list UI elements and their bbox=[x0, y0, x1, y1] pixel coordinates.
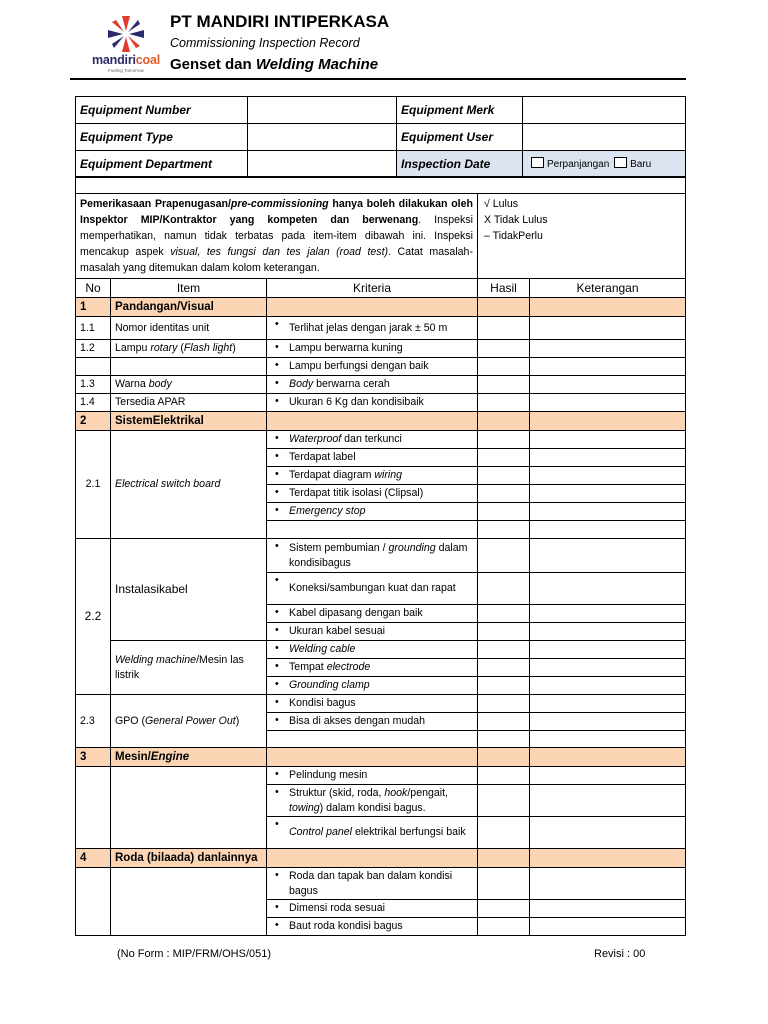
column-header-row bbox=[76, 279, 686, 298]
criteria: • Dimensi roda sesuai bbox=[267, 900, 478, 918]
criteria: • Waterproof dan terkunci bbox=[267, 431, 478, 449]
criteria: • Lampu berfungsi dengan baik bbox=[267, 358, 478, 376]
hasil-cell[interactable] bbox=[478, 918, 530, 936]
legend-na: – TidakPerlu bbox=[484, 230, 543, 242]
baru-label: Baru bbox=[630, 158, 652, 170]
criteria: • Control panel elektrikal berfungsi baik bbox=[267, 817, 478, 849]
keterangan-cell[interactable] bbox=[530, 641, 686, 659]
inspection-type-options bbox=[523, 151, 686, 178]
keterangan-cell[interactable] bbox=[530, 677, 686, 695]
item-no: 1.1 bbox=[76, 317, 111, 340]
keterangan-cell[interactable] bbox=[530, 467, 686, 485]
keterangan-cell[interactable] bbox=[530, 900, 686, 918]
keterangan-cell[interactable] bbox=[530, 317, 686, 340]
item-no: 1.4 bbox=[76, 394, 111, 412]
keterangan-cell[interactable] bbox=[530, 918, 686, 936]
equipment-info-table bbox=[75, 96, 686, 178]
keterangan-cell[interactable] bbox=[530, 573, 686, 605]
hasil-cell[interactable] bbox=[478, 376, 530, 394]
item-no: 2.1 bbox=[76, 431, 111, 539]
item-no: 1.3 bbox=[76, 376, 111, 394]
revision-number: Revisi : 00 bbox=[594, 948, 646, 960]
section-no: 1 bbox=[76, 298, 111, 317]
header-rule bbox=[70, 78, 686, 80]
hasil-cell[interactable] bbox=[478, 713, 530, 731]
criteria: • Bisa di akses dengan mudah bbox=[267, 713, 478, 731]
criteria: • Body berwarna cerah bbox=[267, 376, 478, 394]
item-name: Lampu rotary (Flash light) bbox=[111, 340, 267, 358]
keterangan-cell[interactable] bbox=[530, 623, 686, 641]
hasil-cell[interactable] bbox=[478, 900, 530, 918]
keterangan-cell[interactable] bbox=[530, 485, 686, 503]
criteria: • Baut roda kondisi bagus bbox=[267, 918, 478, 936]
item-name: Tersedia APAR bbox=[111, 394, 267, 412]
table-row bbox=[76, 641, 686, 659]
hasil-cell[interactable] bbox=[478, 659, 530, 677]
criteria: • Sistem pembumian / grounding dalam kondisibagus bbox=[267, 539, 478, 573]
equipment-type-label: Equipment Type bbox=[76, 124, 248, 151]
col-no: No bbox=[76, 279, 111, 298]
item-name: Nomor identitas unit bbox=[111, 317, 267, 340]
hasil-cell[interactable] bbox=[478, 317, 530, 340]
keterangan-cell[interactable] bbox=[530, 521, 686, 539]
criteria: • Terdapat label bbox=[267, 449, 478, 467]
criteria: • Struktur (skid, roda, hook/pengait, towing) dalam kondisi bagus. bbox=[267, 785, 478, 817]
section-title: Mesin/Engine bbox=[111, 748, 267, 767]
keterangan-cell[interactable] bbox=[530, 695, 686, 713]
document-subtitle: Commissioning Inspection Record bbox=[170, 36, 360, 50]
section-row bbox=[76, 298, 686, 317]
hasil-cell[interactable] bbox=[478, 521, 530, 539]
equipment-type-field[interactable] bbox=[248, 124, 397, 151]
hasil-cell[interactable] bbox=[478, 695, 530, 713]
table-row bbox=[76, 539, 686, 573]
criteria: • Terdapat diagram wiring bbox=[267, 467, 478, 485]
legend-fail: X Tidak Lulus bbox=[484, 214, 548, 226]
inspection-checklist-table bbox=[75, 176, 686, 936]
hasil-cell[interactable] bbox=[478, 358, 530, 376]
item-name: GPO (General Power Out) bbox=[111, 695, 267, 748]
hasil-cell[interactable] bbox=[478, 767, 530, 785]
spacer-row bbox=[76, 177, 686, 194]
criteria: • Kabel dipasang dengan baik bbox=[267, 605, 478, 623]
perpanjangan-label: Perpanjangan bbox=[547, 158, 610, 170]
table-row bbox=[76, 767, 686, 785]
keterangan-cell[interactable] bbox=[530, 713, 686, 731]
section-row bbox=[76, 849, 686, 868]
hasil-cell[interactable] bbox=[478, 623, 530, 641]
hasil-cell[interactable] bbox=[478, 449, 530, 467]
item-no: 1.2 bbox=[76, 340, 111, 358]
hasil-cell[interactable] bbox=[478, 431, 530, 449]
col-item: Item bbox=[111, 279, 267, 298]
item-no: 2.2 bbox=[76, 539, 111, 695]
hasil-cell[interactable] bbox=[478, 485, 530, 503]
hasil-cell[interactable] bbox=[478, 868, 530, 900]
criteria: • Lampu berwarna kuning bbox=[267, 340, 478, 358]
keterangan-cell[interactable] bbox=[530, 376, 686, 394]
table-row bbox=[76, 695, 686, 713]
hasil-cell[interactable] bbox=[478, 539, 530, 573]
legend-pass: √ Lulus bbox=[484, 198, 519, 210]
item-name: Electrical switch board bbox=[111, 431, 267, 539]
col-keterangan: Keterangan bbox=[530, 279, 686, 298]
document-title: Genset dan Welding Machine bbox=[170, 56, 379, 73]
keterangan-cell[interactable] bbox=[530, 817, 686, 849]
item-name: Instalasikabel bbox=[111, 539, 267, 641]
keterangan-cell[interactable] bbox=[530, 394, 686, 412]
item-no: 2.3 bbox=[76, 695, 111, 748]
col-kriteria: Kriteria bbox=[267, 279, 478, 298]
section-no: 4 bbox=[76, 849, 111, 868]
criteria: • Welding cable bbox=[267, 641, 478, 659]
intro-text: Pemerikasaan Prapenugasan/pre-commissioning hanya boleh dilakukan oleh Inspektor MIP/Kontraktor yang kompeten dan berwenang. Inspeksi memperhatikan, namun tidak terbatas pada item-item dibawah ini. Inspeksi mencakup aspek visual, tes fungsi dan tes jalan (road test). Catat masalah-masalah yang ditemukan dalam kolom keterangan. bbox=[76, 194, 478, 279]
equipment-department-label: Equipment Department bbox=[76, 151, 248, 178]
form-number: (No Form : MIP/FRM/OHS/051) bbox=[117, 948, 272, 960]
keterangan-cell[interactable] bbox=[530, 539, 686, 573]
result-legend bbox=[478, 194, 686, 279]
hasil-cell[interactable] bbox=[478, 817, 530, 849]
criteria: • Ukuran kabel sesuai bbox=[267, 623, 478, 641]
section-title: SistemElektrikal bbox=[111, 412, 267, 431]
equipment-merk-field[interactable] bbox=[523, 97, 686, 124]
keterangan-cell[interactable] bbox=[530, 731, 686, 748]
hasil-cell[interactable] bbox=[478, 467, 530, 485]
company-logo bbox=[84, 12, 168, 78]
equipment-department-field[interactable] bbox=[248, 151, 397, 178]
hasil-cell[interactable] bbox=[478, 605, 530, 623]
hasil-cell[interactable] bbox=[478, 394, 530, 412]
item-name: Welding machine/Mesin las listrik bbox=[111, 641, 267, 695]
criteria: • Pelindung mesin bbox=[267, 767, 478, 785]
keterangan-cell[interactable] bbox=[530, 868, 686, 900]
col-hasil: Hasil bbox=[478, 279, 530, 298]
section-no: 2 bbox=[76, 412, 111, 431]
keterangan-cell[interactable] bbox=[530, 503, 686, 521]
equipment-user-label: Equipment User bbox=[397, 124, 523, 151]
table-row bbox=[76, 394, 686, 412]
keterangan-cell[interactable] bbox=[530, 767, 686, 785]
keterangan-cell[interactable] bbox=[530, 431, 686, 449]
document-header bbox=[0, 0, 768, 80]
company-name: PT MANDIRI INTIPERKASA bbox=[170, 12, 390, 31]
keterangan-cell[interactable] bbox=[530, 785, 686, 817]
hasil-cell[interactable] bbox=[478, 677, 530, 695]
hasil-cell[interactable] bbox=[478, 731, 530, 748]
baru-checkbox[interactable] bbox=[614, 157, 627, 168]
logo-tagline: Fueling Tomorrow bbox=[108, 68, 144, 73]
section-title: Roda (bilaada) danlainnya bbox=[111, 849, 267, 868]
hasil-cell[interactable] bbox=[478, 573, 530, 605]
item-name: Warna body bbox=[111, 376, 267, 394]
criteria: • Ukuran 6 Kg dan kondisibaik bbox=[267, 394, 478, 412]
table-row bbox=[76, 340, 686, 358]
table-row bbox=[76, 868, 686, 900]
section-row bbox=[76, 748, 686, 767]
hasil-cell[interactable] bbox=[478, 503, 530, 521]
hasil-cell[interactable] bbox=[478, 641, 530, 659]
keterangan-cell[interactable] bbox=[530, 358, 686, 376]
criteria: • Terlihat jelas dengan jarak ± 50 m bbox=[267, 317, 478, 340]
hasil-cell[interactable] bbox=[478, 340, 530, 358]
table-row bbox=[76, 376, 686, 394]
section-row bbox=[76, 412, 686, 431]
equipment-user-field[interactable] bbox=[523, 124, 686, 151]
criteria: • Grounding clamp bbox=[267, 677, 478, 695]
hasil-cell[interactable] bbox=[478, 785, 530, 817]
keterangan-cell[interactable] bbox=[530, 449, 686, 467]
inspection-date-label: Inspection Date bbox=[397, 151, 523, 178]
table-row bbox=[76, 358, 686, 376]
table-row bbox=[76, 317, 686, 340]
keterangan-cell[interactable] bbox=[530, 605, 686, 623]
keterangan-cell[interactable] bbox=[530, 659, 686, 677]
equipment-merk-label: Equipment Merk bbox=[397, 97, 523, 124]
criteria: • Kondisi bagus bbox=[267, 695, 478, 713]
criteria: • Koneksi/sambungan kuat dan rapat bbox=[267, 573, 478, 605]
criteria: • Terdapat titik isolasi (Clipsal) bbox=[267, 485, 478, 503]
criteria: • Roda dan tapak ban dalam kondisi bagus bbox=[267, 868, 478, 900]
equipment-number-field[interactable] bbox=[248, 97, 397, 124]
section-title: Pandangan/Visual bbox=[111, 298, 267, 317]
keterangan-cell[interactable] bbox=[530, 340, 686, 358]
criteria: • Tempat electrode bbox=[267, 659, 478, 677]
criteria: • Emergency stop bbox=[267, 503, 478, 521]
table-row bbox=[76, 431, 686, 449]
section-no: 3 bbox=[76, 748, 111, 767]
logo-wordmark: mandiricoal bbox=[92, 53, 160, 67]
logo-mark-icon bbox=[84, 12, 168, 54]
perpanjangan-checkbox[interactable] bbox=[531, 157, 544, 168]
equipment-number-label: Equipment Number bbox=[76, 97, 248, 124]
